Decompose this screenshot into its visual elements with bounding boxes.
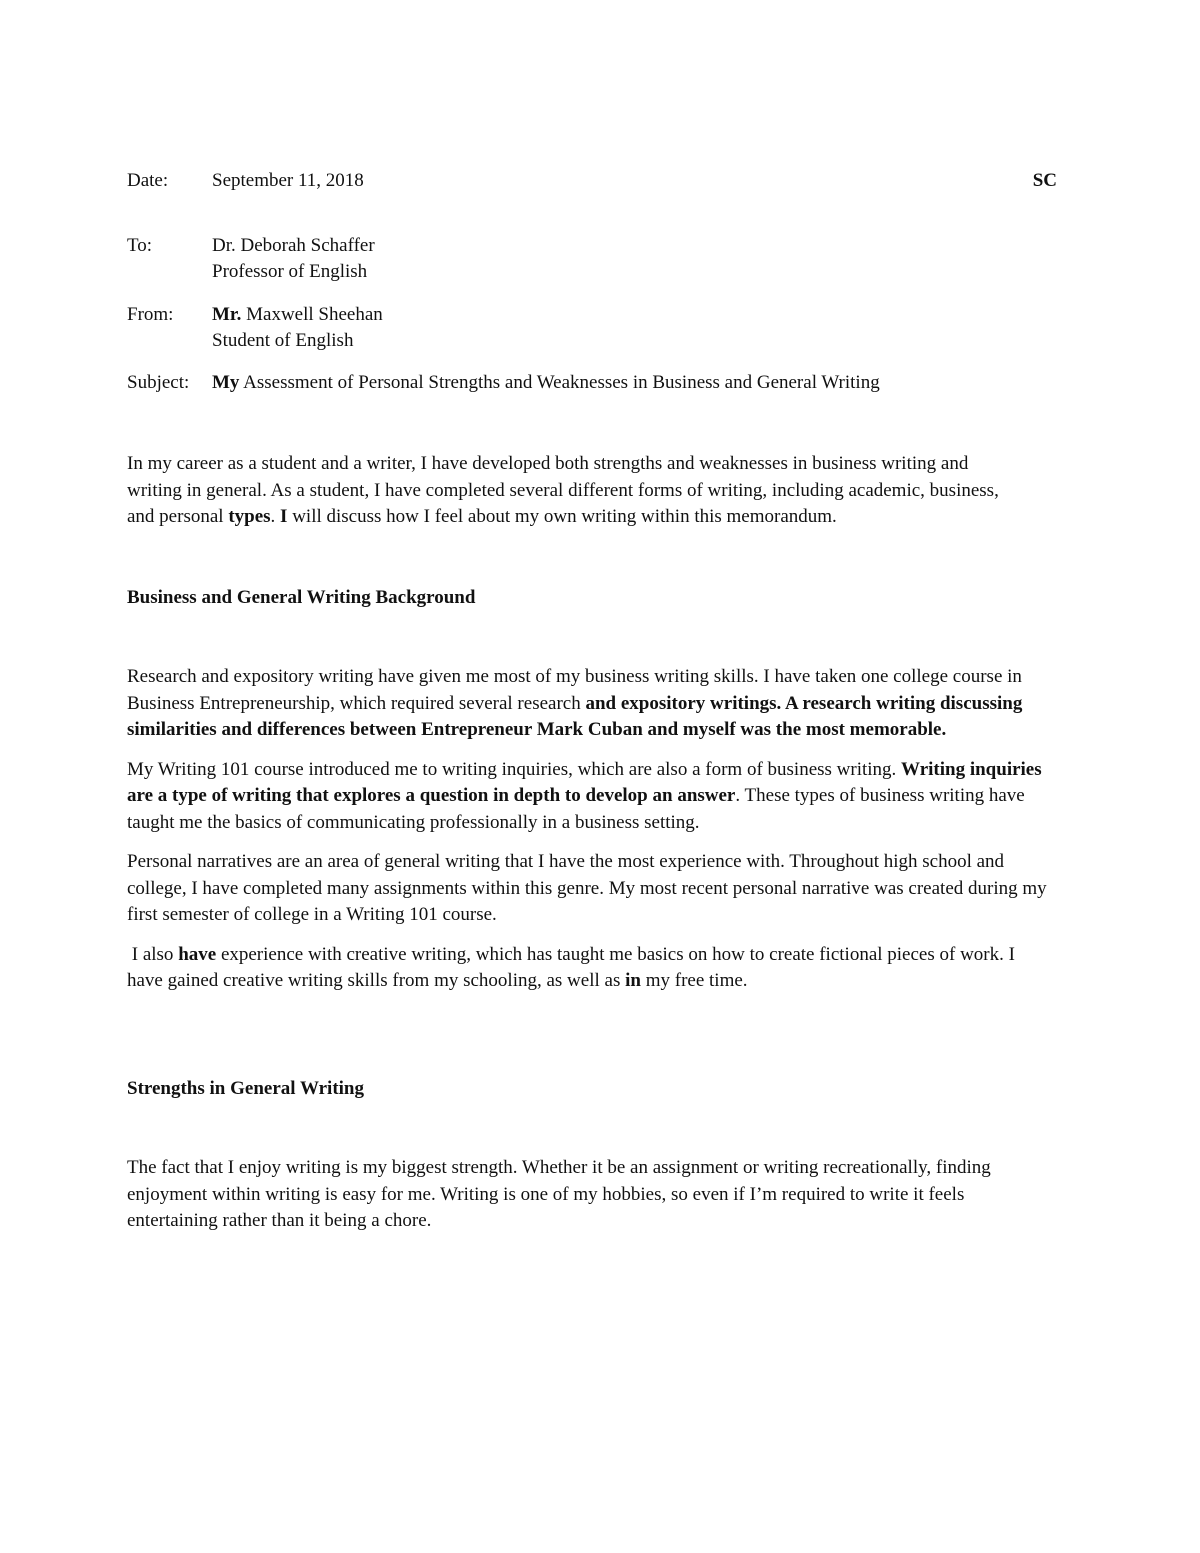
bg-p2-bold: Writing inquiries are a type of writing that explores a question in depth to develop an answer [127, 758, 1042, 806]
bg-p4-text-3: my free time. [640, 970, 748, 991]
bg-p4-bold-1: have [178, 943, 217, 965]
date-value: September 11, 2018 [212, 170, 364, 191]
intro-bold-2: I [280, 506, 288, 527]
intro-text-1: In my career as a student and a writer, I have developed both strengths and weaknesses in business writing and writing in general. As a student, I have completed several different forms of writing, including academic, business, and personal [127, 453, 999, 527]
from-row [127, 302, 1059, 355]
section-heading-background: Business and General Writing Background [127, 586, 476, 608]
bg-p4-bold-2: in [625, 970, 641, 991]
background-paragraph-4 [127, 942, 1052, 995]
bg-p4-text-1: I also [127, 943, 179, 965]
date-label: Date: [127, 170, 169, 191]
to-title: Professor of English [212, 261, 368, 282]
from-prefix: Mr. [212, 303, 242, 325]
section-heading-strengths: Strengths in General Writing [127, 1077, 364, 1099]
subject-text: Assessment of Personal Strengths and Weaknesses in Business and General Writing [239, 371, 880, 393]
memo-page [127, 168, 1059, 1235]
bg-p1-bold: and expository writings. A research writing discussing similarities and differences between Entrepreneur Mark Cuban and myself was the most memorable. [127, 692, 1023, 740]
bg-p4-text-2: experience with creative writing, which has taught me basics on how to create fictional pieces of work. I have gained creative writing skills from my schooling, as well as [127, 943, 1015, 991]
from-name: Maxwell Sheehan [241, 303, 383, 325]
background-paragraph-1 [127, 664, 1032, 744]
subject-row [127, 370, 1059, 397]
intro-text-2: . [270, 506, 281, 527]
intro-bold-1: types [228, 506, 271, 527]
to-value [212, 233, 1059, 286]
bg-p2-text-2: . These types of business writing have taught me the basics of communicating professionally in a business setting. [127, 785, 1025, 833]
strengths-paragraph-1: The fact that I enjoy writing is my biggest strength. Whether it be an assignment or writing recreationally, finding enjoyment within writing is easy for me. Writing is one of my hobbies, so even if I’m required to write it feels entertaining rather than it being a chore. [127, 1157, 991, 1231]
from-value [212, 302, 1059, 355]
background-paragraph-3: Personal narratives are an area of general writing that I have the most experience with. Throughout high school and college, I have completed many assignments within this genre. My most recent personal narrative was created during my first semester of college in a Writing 101 course. [127, 851, 1047, 925]
from-label: From: [127, 303, 174, 325]
intro-text-3: will discuss how I feel about my own writing within this memorandum. [287, 506, 837, 527]
bg-p2-text-1: My Writing 101 course introduced me to writing inquiries, which are also a form of business writing. [127, 758, 902, 780]
to-name: Dr. Deborah Schaffer [212, 234, 375, 256]
subject-prefix: My [212, 371, 240, 393]
to-row [127, 233, 1059, 286]
bg-p1-text: Research and expository writing have given me most of my business writing skills. I have taken one college course in Business Entrepreneurship, which required several research [127, 666, 1022, 714]
subject-value [212, 370, 1059, 397]
intro-paragraph [127, 451, 1027, 531]
date-row [127, 168, 1059, 195]
to-label: To: [127, 234, 153, 256]
from-title: Student of English [212, 330, 354, 351]
subject-label: Subject: [127, 371, 190, 393]
author-initials: SC [1032, 170, 1057, 191]
background-paragraph-2 [127, 757, 1052, 837]
